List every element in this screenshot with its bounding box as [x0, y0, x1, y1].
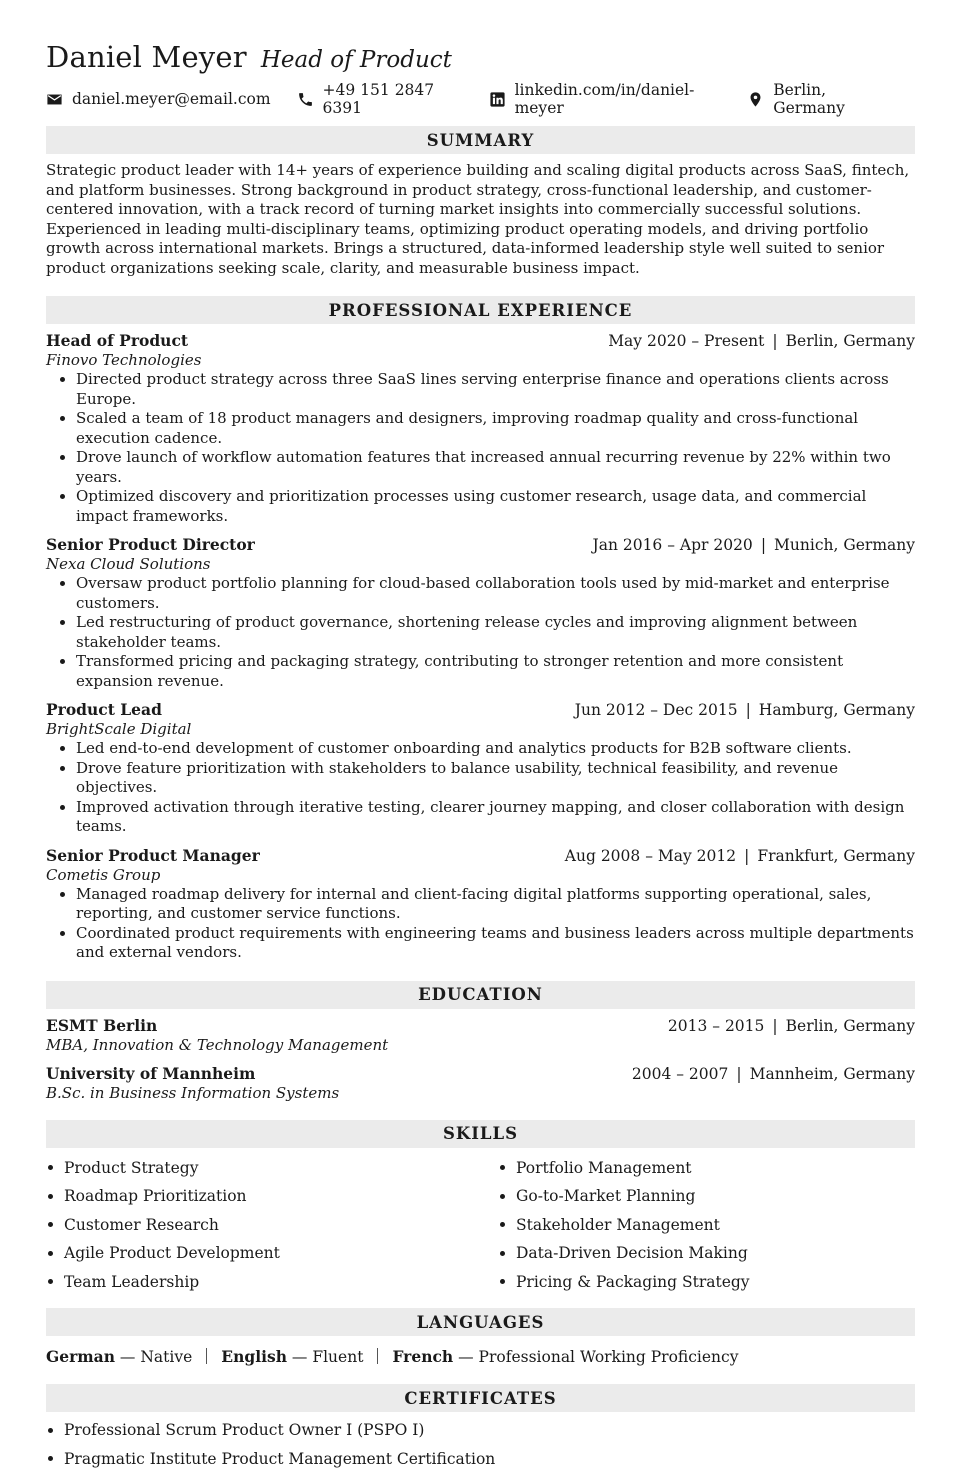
job-location: Berlin, Germany	[786, 332, 915, 350]
job-bullet: • Led end-to-end development of customer onboarding and analytics products for B2B software clients.	[76, 739, 915, 759]
job-company: Finovo Technologies	[46, 351, 915, 370]
contact-location-text: Berlin, Germany	[773, 81, 889, 117]
bullet-dot-icon	[48, 1428, 53, 1433]
skills-grid	[46, 1154, 915, 1297]
school-name: University of Mannheim	[46, 1064, 255, 1083]
job-bullet: • Drove launch of workflow automation features that increased annual recurring revenue by 22% within two years.	[76, 448, 915, 487]
job-dates: Jan 2016 – Apr 2020	[592, 536, 752, 554]
job-company: Cometis Group	[46, 866, 915, 885]
skill-item: Customer Research	[46, 1211, 498, 1240]
education-dates: 2013 – 2015	[668, 1017, 765, 1035]
candidate-name: Daniel Meyer	[46, 40, 247, 74]
skill-item: Portfolio Management	[498, 1154, 915, 1183]
bullet-dot-icon	[48, 1165, 53, 1170]
job-dates: May 2020 – Present	[608, 332, 764, 350]
bullet-dot-icon	[500, 1279, 505, 1284]
skill-item: Data-Driven Decision Making	[498, 1239, 915, 1268]
languages-heading: LANGUAGES	[46, 1308, 915, 1336]
job-entry: Senior Product Manager Aug 2008 – May 2012 | Frankfurt, Germany Cometis Group • Managed roadmap delivery for internal and client-facing digital platforms supporting operational, sales, reporting, and customer service functions. • Coordinated product requirements with engineering teams and business leaders across multiple departments and external vendors.	[46, 846, 915, 963]
certificate-item: Pragmatic Institute Product Management Certification	[46, 1445, 915, 1473]
degree-name: B.Sc. in Business Information Systems	[46, 1084, 915, 1103]
job-location: Frankfurt, Germany	[757, 847, 915, 865]
job-bullet: • Drove feature prioritization with stakeholders to balance usability, technical feasibility, and revenue objectives.	[76, 759, 915, 798]
education-location: Mannheim, Germany	[750, 1065, 915, 1083]
education-entry: University of Mannheim 2004 – 2007 | Mannheim, Germany B.Sc. in Business Information Systems	[46, 1064, 915, 1103]
education-location: Berlin, Germany	[786, 1017, 915, 1035]
resume-header	[46, 40, 915, 76]
job-dates: Aug 2008 – May 2012	[565, 847, 736, 865]
job-bullet: • Improved activation through iterative testing, clearer journey mapping, and closer collaboration with design teams.	[76, 798, 915, 837]
job-bullet: • Optimized discovery and prioritization processes using customer research, usage data, and commercial impact frameworks.	[76, 487, 915, 526]
job-location: Hamburg, Germany	[759, 701, 915, 719]
bullet-dot-icon	[48, 1279, 53, 1284]
job-company: Nexa Cloud Solutions	[46, 555, 915, 574]
job-bullet: • Coordinated product requirements with engineering teams and business leaders across multiple departments and external vendors.	[76, 924, 915, 963]
job-title: Product Lead	[46, 700, 162, 719]
job-dates: Jun 2012 – Dec 2015	[575, 701, 738, 719]
language-divider	[206, 1348, 207, 1364]
location-pin-icon	[747, 91, 764, 108]
bullet-dot-icon	[48, 1222, 53, 1227]
skills-heading: SKILLS	[46, 1120, 915, 1148]
bullet-dot-icon	[500, 1194, 505, 1199]
language-item: French — Professional Working Proficiency	[392, 1347, 738, 1366]
degree-name: MBA, Innovation & Technology Management	[46, 1036, 915, 1055]
resume-page	[46, 40, 915, 1473]
bullet-dot-icon	[500, 1251, 505, 1256]
job-title: Senior Product Manager	[46, 846, 260, 865]
language-divider	[377, 1348, 378, 1364]
mail-icon	[46, 91, 63, 108]
bullet-dot-icon	[48, 1251, 53, 1256]
contact-linkedin-text: linkedin.com/in/daniel-meyer	[515, 81, 722, 117]
school-name: ESMT Berlin	[46, 1016, 157, 1035]
job-bullet: • Scaled a team of 18 product managers and designers, improving roadmap quality and cross-functional execution cadence.	[76, 409, 915, 448]
summary-heading: SUMMARY	[46, 126, 915, 154]
language-item: English — Fluent	[221, 1347, 363, 1366]
candidate-role: Head of Product	[261, 47, 452, 73]
experience-heading: PROFESSIONAL EXPERIENCE	[46, 296, 915, 324]
certificates-heading: CERTIFICATES	[46, 1384, 915, 1412]
job-bullet: • Directed product strategy across three SaaS lines serving enterprise finance and operations clients across Europe.	[76, 370, 915, 409]
phone-icon	[297, 91, 314, 108]
skill-item: Roadmap Prioritization	[46, 1182, 498, 1211]
contact-location	[747, 81, 889, 117]
contact-email-text: daniel.meyer@email.com	[72, 90, 271, 108]
education-entry: ESMT Berlin 2013 – 2015 | Berlin, Germany MBA, Innovation & Technology Management	[46, 1016, 915, 1055]
education-dates: 2004 – 2007	[632, 1065, 729, 1083]
contact-phone[interactable]	[297, 81, 463, 117]
skill-item: Stakeholder Management	[498, 1211, 915, 1240]
job-bullet: • Oversaw product portfolio planning for cloud-based collaboration tools used by mid-market and enterprise customers.	[76, 574, 915, 613]
job-bullet: • Managed roadmap delivery for internal and client-facing digital platforms supporting operational, sales, reporting, and customer service functions.	[76, 885, 915, 924]
summary-text: Strategic product leader with 14+ years of experience building and scaling digital products across SaaS, fintech, and platform businesses. Strong background in product strategy, cross-functional leadership, and customer-centered innovation, with a track record of turning market insights into commercially successful solutions. Experienced in leading multi-disciplinary teams, optimizing product operating models, and driving portfolio growth across international markets. Brings a structured, data-informed leadership style well suited to senior product organizations seeking scale, clarity, and measurable business impact.	[46, 161, 915, 278]
skill-item: Pricing & Packaging Strategy	[498, 1268, 915, 1297]
language-item: German — Native	[46, 1347, 192, 1366]
linkedin-icon	[489, 91, 506, 108]
contact-email[interactable]	[46, 90, 271, 108]
job-entry: Head of Product May 2020 – Present | Berlin, Germany Finovo Technologies • Directed product strategy across three SaaS lines serving enterprise finance and operations clients across Europe. • Scaled a team of 18 product managers and designers, improving roadmap quality and cross-functional execution cadence. • Drove launch of workflow automation features that increased annual recurring revenue by 22% within two years. • Optimized discovery and prioritization processes using customer research, usage data, and commercial impact frameworks.	[46, 331, 915, 526]
bullet-dot-icon	[48, 1456, 53, 1461]
education-heading: EDUCATION	[46, 981, 915, 1009]
job-title: Head of Product	[46, 331, 188, 350]
skill-item: Product Strategy	[46, 1154, 498, 1183]
job-bullet: • Transformed pricing and packaging strategy, contributing to stronger retention and more consistent expansion revenue.	[76, 652, 915, 691]
job-location: Munich, Germany	[774, 536, 915, 554]
bullet-dot-icon	[500, 1222, 505, 1227]
skill-item: Agile Product Development	[46, 1239, 498, 1268]
job-company: BrightScale Digital	[46, 720, 915, 739]
job-entry: Senior Product Director Jan 2016 – Apr 2020 | Munich, Germany Nexa Cloud Solutions • Oversaw product portfolio planning for cloud-based collaboration tools used by mid-market and enterprise customers. • Led restructuring of product governance, shortening release cycles and improving alignment between stakeholder teams. • Transformed pricing and packaging strategy, contributing to stronger retention and more consistent expansion revenue.	[46, 535, 915, 691]
certificate-item: Professional Scrum Product Owner I (PSPO I)	[46, 1416, 915, 1445]
skill-item: Go-to-Market Planning	[498, 1182, 915, 1211]
bullet-dot-icon	[48, 1194, 53, 1199]
certificates-list	[46, 1416, 915, 1473]
contact-row	[46, 88, 915, 110]
contact-linkedin[interactable]	[489, 81, 722, 117]
contact-phone-text: +49 151 2847 6391	[323, 81, 463, 117]
languages-row	[46, 1344, 915, 1368]
job-title: Senior Product Director	[46, 535, 255, 554]
skill-item: Team Leadership	[46, 1268, 498, 1297]
job-bullet: • Led restructuring of product governance, shortening release cycles and improving alignment between stakeholder teams.	[76, 613, 915, 652]
job-entry: Product Lead Jun 2012 – Dec 2015 | Hamburg, Germany BrightScale Digital • Led end-to-end development of customer onboarding and analytics products for B2B software clients. • Drove feature prioritization with stakeholders to balance usability, technical feasibility, and revenue objectives. • Improved activation through iterative testing, clearer journey mapping, and closer collaboration with design teams.	[46, 700, 915, 837]
bullet-dot-icon	[500, 1165, 505, 1170]
